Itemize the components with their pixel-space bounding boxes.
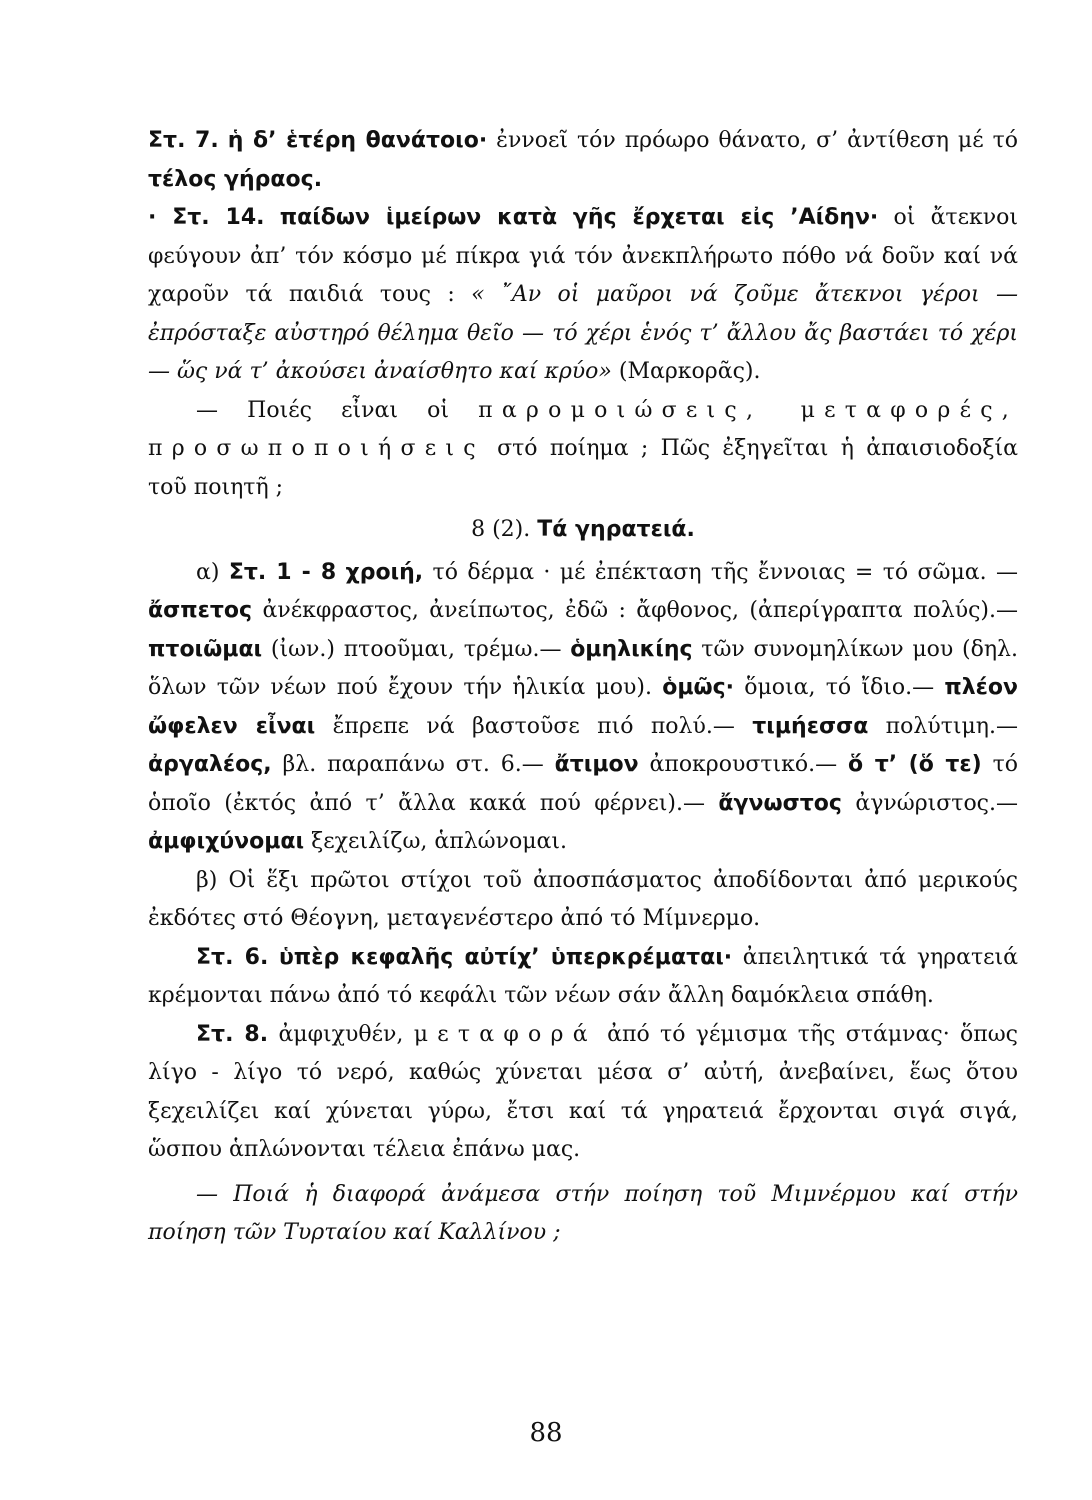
note-label: Στ. 8.	[196, 1021, 269, 1047]
part-prefix: α)	[196, 559, 229, 585]
note-text: ἐννοεῖ τόν πρόωρο θάνατο, σ’ ἀντίθεση μέ τό	[487, 128, 1019, 153]
note-text: ἀπό τό γέμισμα τῆς στάμνας· ὅπως λίγο - λίγο τό νερό, καθώς χύνεται μέσα σ’ αὐτή, ἀνεβαίνει, ἕως ὅτου ξεχειλίζει καί χύνεται γύρω, ἔτσι καί τά γηρατειά ἔρχονται σιγά σιγά, ὥσπου ἁπλώνονται τέλεια ἐπάνω μας.	[148, 1021, 1019, 1162]
gloss-text: βλ. παραπάνω στ. 6.—	[271, 752, 555, 777]
note-st14	[148, 199, 1018, 392]
gloss-term: πλέον ὤφελεν εἶναι	[148, 675, 1018, 739]
note-text: ἀπειλητικά τά γηρατειά κρέμονται πάνω ἀπό τό κεφάλι τῶν νέων σάν ἄλλη δαμόκλεια σπάθη.	[148, 944, 1018, 1008]
note-spaced: μεταφορά	[413, 1021, 597, 1047]
gloss-term: ἄγνωστος	[718, 790, 842, 816]
note-label: Στ. 6.	[196, 944, 269, 970]
note-term: ὑπὲρ κεφαλῆς αὐτίχ’ ὑπερκρέμαται·	[278, 944, 733, 970]
note-term: παίδων ἱμείρων κατὰ γῆς ἔρχεται εἰς ’Αίδην·	[279, 205, 879, 230]
gloss-term: ἀργαλέος,	[148, 752, 272, 777]
note-label: · Στ. 14.	[148, 205, 265, 230]
gloss-text: ἀνέκφραστος, ἀνείπωτος, ἐδῶ : ἄφθονος, (ἀπερίγραπτα πολύς).—	[252, 598, 1018, 623]
note-label: Στ. 7.	[148, 128, 219, 153]
section-number: 8 (2).	[471, 517, 531, 542]
note-label: Στ. 1 - 8	[228, 559, 337, 585]
note-term: τέλος γήραος.	[148, 166, 323, 192]
part-b	[148, 862, 1018, 939]
gloss-term: ἄσπετος	[148, 598, 253, 623]
question-1	[148, 392, 1018, 508]
quotation: « ῎Αν οἱ μαῦροι νά ζοῦμε ἄτεκνοι γέροι — ἐπρόσταξε αὐστηρό θέλημα θεῖο — τό χέρι ἑνός τ’ ἄλλου ἄς βαστάει τό χέρι — ὥς νά τ’ ἀκούσει ἀναίσθητο καί κρύο»	[148, 282, 1018, 384]
question-text: — Ποιά ἡ διαφορά ἀνάμεσα στήν ποίηση τοῦ Μιμνέρμου καί στήν ποίηση τῶν Τυρταίου καί Καλλίνου ;	[148, 1181, 1018, 1245]
question-spaced: παρομοιώσεις, μεταφορές, προσωποποιήσεις	[148, 397, 1019, 461]
page-body	[148, 122, 1018, 1253]
section-title: Τά γηρατειά.	[537, 517, 695, 542]
gloss-text: τό ὁποῖο (ἐκτός ἀπό τ’ ἄλλα κακά πού φέρνει).—	[148, 752, 1018, 816]
question-start: — Ποιές εἶναι οἱ	[196, 397, 479, 423]
gloss-text: ἀγνώριστος.—	[841, 790, 1019, 816]
attribution: (Μαρκορᾶς).	[611, 359, 761, 384]
note-st6	[148, 939, 1018, 1016]
question-2	[148, 1176, 1018, 1253]
gloss-text: (ἰων.) πτοοῦμαι, τρέμω.—	[262, 636, 571, 662]
gloss-term: ὁμῶς·	[662, 675, 735, 700]
note-st8	[148, 1016, 1018, 1170]
gloss-text: ξεχειλίζω, ἁπλώνομαι.	[304, 829, 567, 854]
note-text: οἱ ἄτεκνοι φεύγουν ἀπ’ τόν κόσμο μέ πίκρα γιά τόν ἀνεκπλήρωτο πόθο νά δοῦν καί νά χαροῦν τά παιδιά τους :	[148, 205, 1018, 307]
gloss-text: πολύτιμη.—	[868, 713, 1018, 739]
note-text: ἀμφιχυθέν,	[268, 1021, 414, 1047]
gloss-term: πτοιῶμαι	[148, 636, 263, 662]
gloss-term: χροιή,	[345, 559, 424, 585]
gloss-term: ὁμηλικίης	[570, 636, 693, 662]
note-term: ἡ δ’ ἑτέρη θανάτοιο·	[227, 128, 488, 153]
page-number: 88	[529, 1418, 563, 1448]
part-b-text: β) Οἱ ἕξι πρῶτοι στίχοι τοῦ ἀποσπάσματος ἀποδίδονται ἀπό μερικούς ἐκδότες στό Θέογνη, μεταγενέστερο ἀπό τό Μίμνερμο.	[148, 867, 1018, 931]
note-st7	[148, 122, 1018, 199]
gloss-term: τιμήεσσα	[752, 713, 869, 739]
part-a	[148, 554, 1018, 862]
question-end: στό ποίημα ; Πῶς ἐξηγεῖται ἡ ἀπαισιοδοξία τοῦ ποιητῆ ;	[148, 436, 1018, 500]
gloss-text: ἔπρεπε νά βαστοῦσε πιό πολύ.—	[315, 713, 753, 739]
section-heading	[148, 511, 1018, 550]
gloss-term: ἀμφιχύνομαι	[148, 829, 305, 854]
gloss-term: ὅ τ’ (ὅ τε)	[848, 752, 982, 777]
gloss-text: ὅμοια, τό ἴδιο.—	[734, 675, 945, 700]
gloss-term: ἄτιμον	[554, 752, 639, 777]
gloss-text: τῶν συνομηλίκων μου (δηλ. ὅλων τῶν νέων πού ἔχουν τήν ἡλικία μου).	[148, 636, 1018, 700]
gloss-text: τό δέρμα · μέ ἐπέκταση τῆς ἔννοιας = τό σῶμα. —	[423, 559, 1018, 585]
gloss-text: ἀποκρουστικό.—	[638, 752, 849, 777]
